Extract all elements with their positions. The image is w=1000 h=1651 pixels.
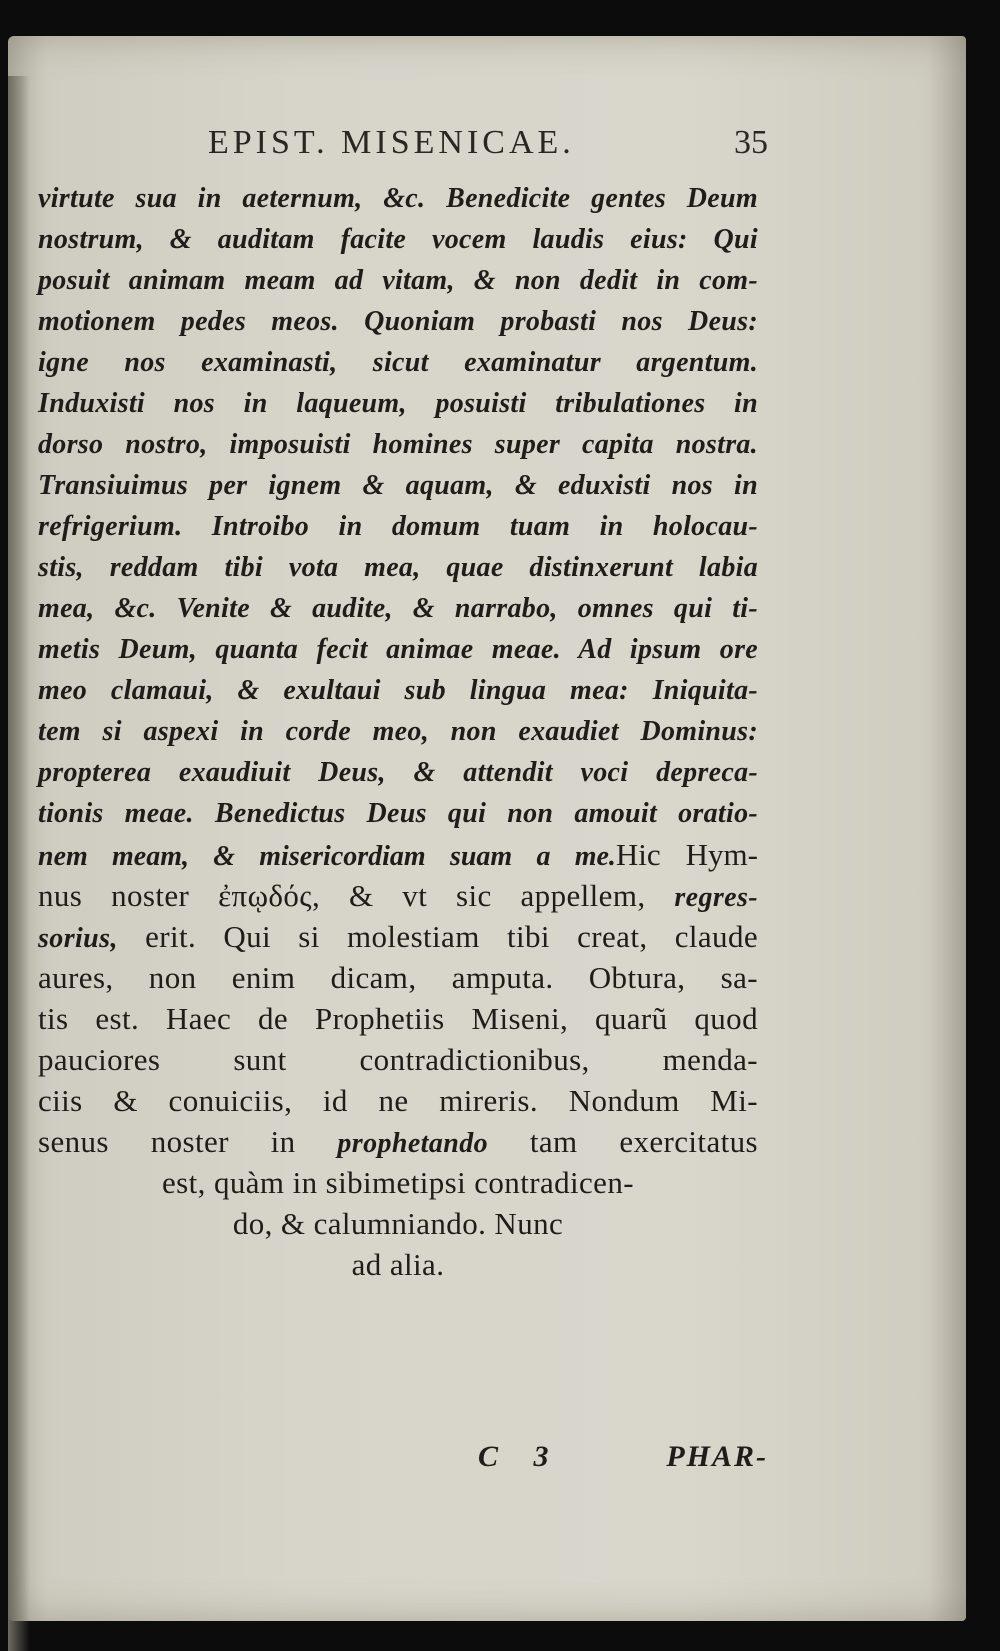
text-line (38, 1121, 758, 1162)
roman-run: senus noster in (38, 1124, 338, 1159)
text-line: do, & calumniando. Nunc (232, 1206, 564, 1241)
catchword: PHAR- (666, 1440, 768, 1473)
text-line: metis Deum, quanta fecit animae meae. Ad ipsum ore (38, 634, 758, 665)
text-line (38, 916, 758, 957)
text-line: motionem pedes meos. Quoniam probasti nos Deus: (38, 306, 758, 337)
running-head: EPIST. MISENICAE. (208, 124, 575, 161)
italic-run: regres- (674, 882, 758, 913)
text-line: nostrum, & auditam facite vocem laudis eius: Qui (38, 224, 758, 255)
roman-run: tam exercitatus (488, 1124, 758, 1159)
text-line: ciis & conuiciis, id ne mireris. Nondum Mi- (38, 1083, 758, 1118)
text-line: virtute sua in aeternum, &c. Benedicite gentes Deum (38, 183, 758, 214)
text-block (38, 178, 758, 1285)
text-line: mea, &c. Venite & audite, & narrabo, omnes qui ti- (38, 593, 758, 624)
gutter-shadow (8, 76, 30, 1651)
text-line: dorso nostro, imposuisti homines super capita nostra. (38, 429, 758, 460)
text-line: igne nos examinasti, sicut examinatur argentum. (38, 347, 758, 378)
text-line: refrigerium. Introibo in domum tuam in holocau- (38, 511, 758, 542)
roman-run: nus noster ἐπῳδός, & vt sic appellem, (38, 878, 675, 913)
text-line: ad alia. (351, 1247, 445, 1282)
text-line: aures, non enim dicam, amputa. Obtura, sa- (38, 960, 758, 995)
page-footer (478, 1440, 768, 1480)
text-line: propterea exaudiuit Deus, & attendit voci depreca- (38, 757, 758, 788)
text-line: pauciores sunt contradictionibus, menda- (38, 1042, 758, 1077)
book-page (8, 36, 966, 1621)
text-line: Transiuimus per ignem & aquam, & eduxisti nos in (38, 470, 758, 501)
text-line: tis est. Haec de Prophetiis Miseni, quarũ quod (38, 1001, 758, 1036)
italic-run: nem meam, & misericordiam suam a me. (38, 841, 616, 872)
text-line: est, quàm in sibimetipsi contradicen- (162, 1165, 634, 1200)
text-line: tionis meae. Benedictus Deus qui non amouit oratio- (38, 798, 758, 829)
text-line: posuit animam meam ad vitam, & non dedit in com- (38, 265, 758, 296)
text-line: meo clamaui, & exultaui sub lingua mea: Iniquita- (38, 675, 758, 706)
signature-mark: C 3 (478, 1440, 563, 1473)
italic-run: prophetando (337, 1128, 489, 1159)
text-line: Induxisti nos in laqueum, posuisti tribulationes in (38, 388, 758, 419)
text-line (38, 875, 758, 916)
page-number: 35 (734, 124, 768, 161)
text-line: tem si aspexi in corde meo, non exaudiet Dominus: (38, 716, 758, 747)
text-line (38, 834, 758, 875)
text-line: stis, reddam tibi vota mea, quae distinxerunt labia (38, 552, 758, 583)
page-header (208, 124, 768, 164)
roman-run: erit. Qui si molestiam tibi creat, claude (117, 919, 758, 954)
roman-run: Hic Hym- (615, 837, 758, 872)
italic-run: sorius, (38, 923, 118, 954)
